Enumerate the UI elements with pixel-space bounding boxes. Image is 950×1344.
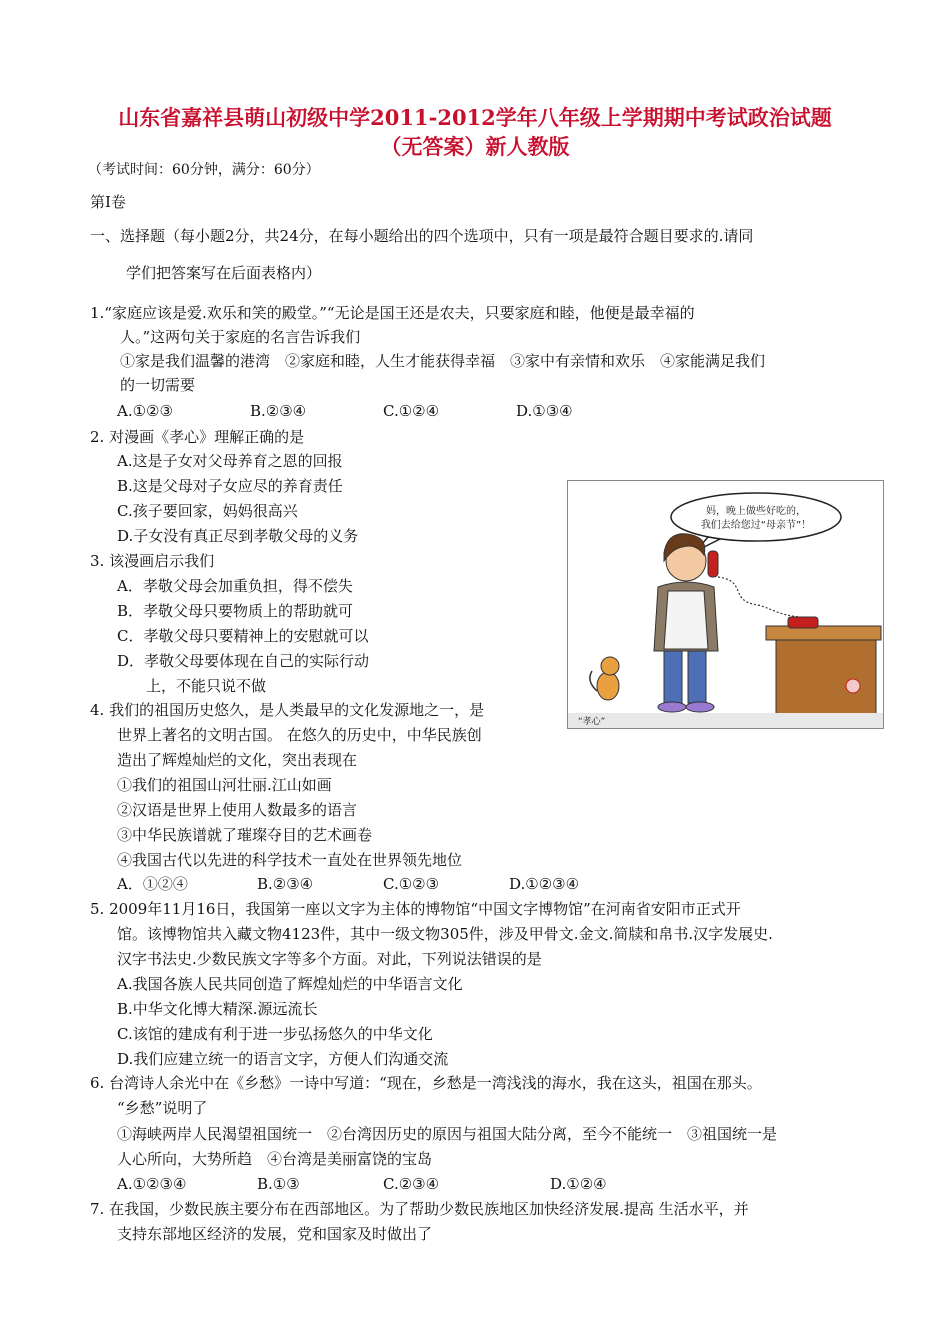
q5-option-d: D.我们应建立统一的语言文字，方便人们沟通交流	[117, 1050, 449, 1068]
q4-item-1: ①我们的祖国山河壮丽.江山如画	[117, 776, 332, 794]
q2-stem: 2. 对漫画《孝心》理解正确的是	[90, 428, 305, 446]
q6-stem-1: 6. 台湾诗人余光中在《乡愁》一诗中写道：“现在，乡愁是一湾浅浅的海水，我在这头，祖国在那头。	[90, 1074, 762, 1092]
q4-stem-1: 4. 我们的祖国历史悠久，是人类最早的文化发源地之一，是	[90, 701, 485, 719]
q5-stem-1: 5. 2009年11月16日，我国第一座以文字为主体的博物馆“中国文字博物馆”在河南省安阳市正式开	[90, 900, 741, 918]
q6-option-d: D.①②④	[550, 1175, 607, 1193]
q2-option-a: A.这是子女对父母养育之恩的回报	[117, 452, 343, 470]
q6-items-1: ①海峡两岸人民渴望祖国统一 ②台湾因历史的原因与祖国大陆分离，至今不能统一 ③祖国统一是	[117, 1125, 778, 1143]
q7-stem-2: 支持东部地区经济的发展，党和国家及时做出了	[117, 1225, 433, 1243]
q1-option-b: B.②③④	[250, 402, 307, 420]
exam-title-line1: 山东省嘉祥县萌山初级中学2011-2012学年八年级上学期期中考试政治试题	[118, 105, 832, 130]
speech-line-2: 我们去给您过“母亲节”！	[700, 520, 812, 531]
q1-stem-2: 人。”这两句关于家庭的名言告诉我们	[120, 328, 361, 346]
q2-option-d: D.子女没有真正尽到孝敬父母的义务	[117, 527, 359, 545]
q2-option-b: B.这是父母对子女应尽的养育责任	[117, 477, 343, 495]
q3-option-d-1: D．孝敬父母要体现在自己的实际行动	[117, 652, 370, 670]
q7-stem-1: 7. 在我国，少数民族主要分布在西部地区。为了帮助少数民族地区加快经济发展.提高 生活水平，并	[90, 1200, 749, 1218]
q4-option-d: D.①②③④	[509, 875, 580, 893]
q1-items-2: 的一切需要	[120, 376, 196, 394]
q5-option-a: A.我国各族人民共同创造了辉煌灿烂的中华语言文化	[117, 975, 463, 993]
cat	[597, 672, 619, 700]
q4-stem-3: 造出了辉煌灿烂的文化，突出表现在	[117, 751, 358, 769]
q4-item-4: ④我国古代以先进的科学技术一直处在世界领先地位	[117, 851, 463, 869]
q3-stem: 3. 该漫画启示我们	[90, 552, 215, 570]
phone-handset	[708, 551, 718, 577]
speech-bubble	[671, 493, 841, 541]
q4-item-3: ③中华民族谱就了璀璨夺目的艺术画卷	[117, 826, 373, 844]
q1-items-1: ①家是我们温馨的港湾 ②家庭和睦，人生才能获得幸福 ③家中有亲情和欢乐 ④家能满足我们	[120, 352, 766, 370]
section-label: 第Ⅰ卷	[90, 193, 126, 211]
q3-option-b: B．孝敬父母只要物质上的帮助就可	[117, 602, 354, 620]
q5-option-c: C.该馆的建成有利于进一步弘扬悠久的中华文化	[117, 1025, 433, 1043]
q5-stem-3: 汉字书法史.少数民族文字等多个方面。对此，下列说法错误的是	[117, 950, 542, 968]
q6-stem-2: “乡愁”说明了	[117, 1099, 208, 1117]
exam-title-line2: （无答案）新人教版	[380, 134, 570, 159]
cartoon-illustration	[568, 481, 883, 728]
cartoon-caption: “孝心”	[578, 717, 606, 727]
exam-info: （考试时间：60分钟，满分：60分）	[88, 162, 320, 178]
q1-stem-1: 1.“家庭应该是爱.欢乐和笑的殿堂。”“无论是国王还是农夫，只要家庭和睦，他便是最幸福的	[90, 304, 695, 322]
part1-heading-cont: 学们把答案写在后面表格内）	[126, 264, 322, 282]
q3-option-d-2: 上，不能只说不做	[146, 677, 267, 695]
q5-option-b: B.中华文化博大精深.源远流长	[117, 1000, 318, 1018]
q3-option-a: A．孝敬父母会加重负担，得不偿失	[117, 577, 353, 595]
q1-option-c: C.①②④	[383, 402, 440, 420]
q6-option-b: B.①③	[257, 1175, 300, 1193]
q1-option-d: D.①③④	[516, 402, 573, 420]
cartoon-filial-piety	[567, 480, 884, 729]
q6-option-a: A.①②③④	[117, 1175, 187, 1193]
part1-heading: 一、选择题（每小题2分，共24分，在每小题给出的四个选项中，只有一项是最符合题目要求的.请同	[90, 227, 754, 245]
q4-stem-2: 世界上著名的文明古国。 在悠久的历史中，中华民族创	[117, 726, 482, 744]
q4-option-c: C.①②③	[383, 875, 440, 893]
speech-line-1: 妈，晚上做些好吃的，	[706, 506, 806, 517]
q2-option-c: C.孩子要回家，妈妈很高兴	[117, 502, 298, 520]
q6-items-2: 人心所向，大势所趋 ④台湾是美丽富饶的宝岛	[117, 1150, 433, 1168]
q4-option-a: A．①②④	[117, 875, 188, 893]
q4-item-2: ②汉语是世界上使用人数最多的语言	[117, 801, 358, 819]
q6-option-c: C.②③④	[383, 1175, 440, 1193]
q5-stem-2: 馆。该博物馆共入藏文物4123件，其中一级文物305件，涉及甲骨文.金文.简牍和帛书.汉字发展史.	[117, 925, 773, 943]
q3-option-c: C．孝敬父母只要精神上的安慰就可以	[117, 627, 369, 645]
q1-option-a: A.①②③	[117, 402, 173, 420]
q4-option-b: B.②③④	[257, 875, 314, 893]
phone-base	[788, 617, 818, 628]
